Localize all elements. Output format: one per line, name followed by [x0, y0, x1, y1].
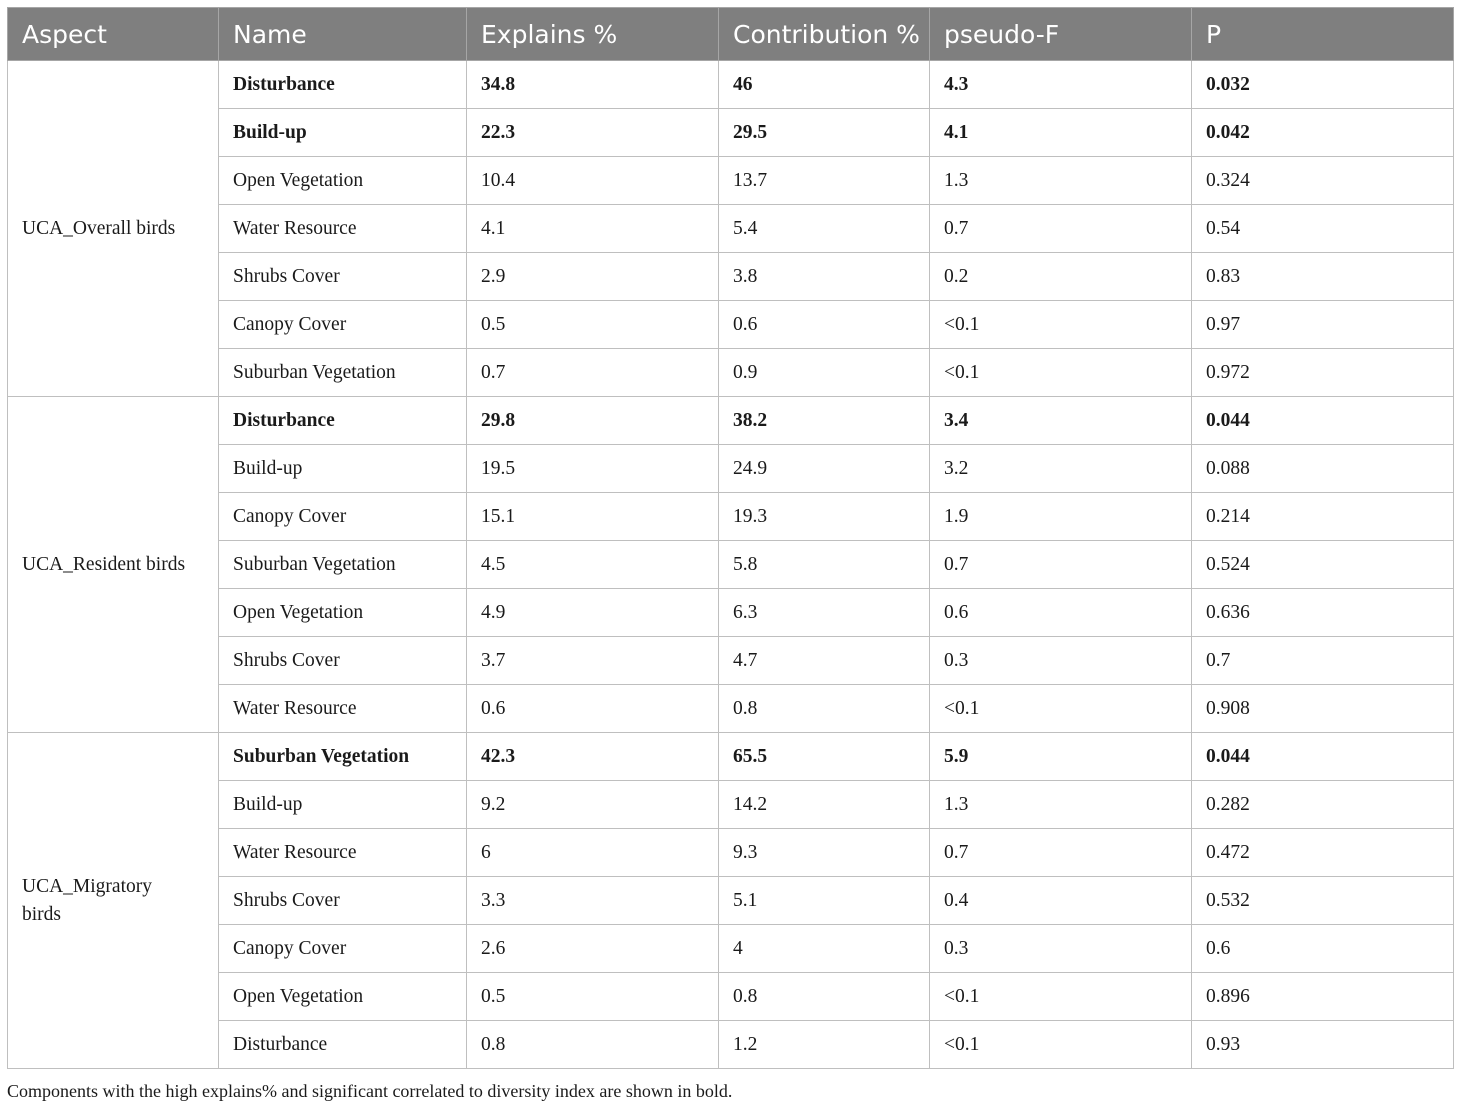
cell-pseudo-f: 5.9: [930, 733, 1192, 781]
cell-name: Build-up: [219, 781, 467, 829]
cell-explains: 6: [467, 829, 719, 877]
cell-aspect: UCA_Overall birds: [8, 61, 219, 397]
cell-p: 0.54: [1192, 205, 1454, 253]
cell-name: Shrubs Cover: [219, 637, 467, 685]
table-row: [8, 973, 1454, 1021]
header-explains: Explains %: [467, 8, 719, 61]
cell-p: 0.97: [1192, 301, 1454, 349]
cell-name: Disturbance: [219, 1021, 467, 1069]
cell-contribution: 13.7: [719, 157, 930, 205]
cell-pseudo-f: 4.1: [930, 109, 1192, 157]
cell-pseudo-f: 0.3: [930, 925, 1192, 973]
header-row: [8, 8, 1454, 61]
results-table: [7, 7, 1454, 1069]
table-row: [8, 637, 1454, 685]
cell-explains: 3.7: [467, 637, 719, 685]
table-row: [8, 397, 1454, 445]
table-row: [8, 205, 1454, 253]
cell-pseudo-f: 0.2: [930, 253, 1192, 301]
table-row: [8, 349, 1454, 397]
cell-contribution: 5.8: [719, 541, 930, 589]
cell-contribution: 29.5: [719, 109, 930, 157]
cell-explains: 29.8: [467, 397, 719, 445]
cell-name: Suburban Vegetation: [219, 349, 467, 397]
cell-explains: 4.9: [467, 589, 719, 637]
header-p: P: [1192, 8, 1454, 61]
cell-name: Open Vegetation: [219, 973, 467, 1021]
cell-pseudo-f: 0.4: [930, 877, 1192, 925]
cell-explains: 42.3: [467, 733, 719, 781]
table-row: [8, 589, 1454, 637]
cell-p: 0.972: [1192, 349, 1454, 397]
table-row: [8, 61, 1454, 109]
cell-explains: 4.1: [467, 205, 719, 253]
cell-contribution: 24.9: [719, 445, 930, 493]
header-pseudo-f: pseudo-F: [930, 8, 1192, 61]
cell-p: 0.088: [1192, 445, 1454, 493]
cell-name: Canopy Cover: [219, 925, 467, 973]
cell-explains: 0.5: [467, 301, 719, 349]
cell-contribution: 0.9: [719, 349, 930, 397]
cell-contribution: 14.2: [719, 781, 930, 829]
cell-explains: 15.1: [467, 493, 719, 541]
cell-name: Suburban Vegetation: [219, 541, 467, 589]
cell-pseudo-f: 3.2: [930, 445, 1192, 493]
cell-p: 0.6: [1192, 925, 1454, 973]
cell-pseudo-f: 0.3: [930, 637, 1192, 685]
table-row: [8, 253, 1454, 301]
table-row: [8, 1021, 1454, 1069]
cell-pseudo-f: 1.9: [930, 493, 1192, 541]
cell-pseudo-f: 1.3: [930, 157, 1192, 205]
cell-p: 0.044: [1192, 733, 1454, 781]
table-footnote: Components with the high explains% and significant correlated to diversity index are shown in bold.: [7, 1081, 733, 1101]
cell-contribution: 4.7: [719, 637, 930, 685]
cell-contribution: 0.8: [719, 973, 930, 1021]
table-row: [8, 541, 1454, 589]
cell-explains: 9.2: [467, 781, 719, 829]
table-row: [8, 301, 1454, 349]
cell-name: Shrubs Cover: [219, 877, 467, 925]
cell-explains: 4.5: [467, 541, 719, 589]
cell-explains: 3.3: [467, 877, 719, 925]
cell-name: Build-up: [219, 109, 467, 157]
cell-pseudo-f: 0.7: [930, 541, 1192, 589]
cell-contribution: 3.8: [719, 253, 930, 301]
cell-p: 0.93: [1192, 1021, 1454, 1069]
cell-p: 0.282: [1192, 781, 1454, 829]
cell-explains: 19.5: [467, 445, 719, 493]
cell-name: Build-up: [219, 445, 467, 493]
cell-aspect: UCA_Resident birds: [8, 397, 219, 733]
cell-pseudo-f: 0.7: [930, 205, 1192, 253]
cell-pseudo-f: 4.3: [930, 61, 1192, 109]
table-row: [8, 781, 1454, 829]
cell-name: Water Resource: [219, 829, 467, 877]
cell-name: Water Resource: [219, 685, 467, 733]
cell-explains: 2.9: [467, 253, 719, 301]
cell-p: 0.83: [1192, 253, 1454, 301]
cell-contribution: 0.8: [719, 685, 930, 733]
cell-pseudo-f: <0.1: [930, 349, 1192, 397]
cell-contribution: 4: [719, 925, 930, 973]
cell-explains: 0.7: [467, 349, 719, 397]
cell-p: 0.524: [1192, 541, 1454, 589]
header-aspect: Aspect: [8, 8, 219, 61]
table-body: [8, 61, 1454, 1069]
cell-pseudo-f: 3.4: [930, 397, 1192, 445]
cell-name: Disturbance: [219, 61, 467, 109]
cell-name: Shrubs Cover: [219, 253, 467, 301]
cell-pseudo-f: <0.1: [930, 301, 1192, 349]
cell-name: Disturbance: [219, 397, 467, 445]
table-row: [8, 829, 1454, 877]
cell-p: 0.908: [1192, 685, 1454, 733]
cell-name: Suburban Vegetation: [219, 733, 467, 781]
cell-explains: 0.8: [467, 1021, 719, 1069]
cell-pseudo-f: 0.7: [930, 829, 1192, 877]
cell-explains: 34.8: [467, 61, 719, 109]
table-row: [8, 493, 1454, 541]
cell-contribution: 0.6: [719, 301, 930, 349]
cell-p: 0.532: [1192, 877, 1454, 925]
cell-p: 0.7: [1192, 637, 1454, 685]
header-name: Name: [219, 8, 467, 61]
cell-contribution: 46: [719, 61, 930, 109]
cell-p: 0.042: [1192, 109, 1454, 157]
cell-pseudo-f: 1.3: [930, 781, 1192, 829]
table-row: [8, 685, 1454, 733]
cell-name: Water Resource: [219, 205, 467, 253]
cell-p: 0.636: [1192, 589, 1454, 637]
cell-contribution: 5.1: [719, 877, 930, 925]
cell-p: 0.896: [1192, 973, 1454, 1021]
cell-contribution: 5.4: [719, 205, 930, 253]
cell-explains: 22.3: [467, 109, 719, 157]
table-row: [8, 109, 1454, 157]
cell-p: 0.032: [1192, 61, 1454, 109]
table-row: [8, 877, 1454, 925]
cell-contribution: 38.2: [719, 397, 930, 445]
cell-name: Open Vegetation: [219, 157, 467, 205]
cell-pseudo-f: <0.1: [930, 685, 1192, 733]
cell-explains: 0.5: [467, 973, 719, 1021]
cell-pseudo-f: <0.1: [930, 1021, 1192, 1069]
cell-p: 0.324: [1192, 157, 1454, 205]
cell-name: Canopy Cover: [219, 493, 467, 541]
table-row: [8, 925, 1454, 973]
cell-p: 0.214: [1192, 493, 1454, 541]
cell-p: 0.472: [1192, 829, 1454, 877]
cell-p: 0.044: [1192, 397, 1454, 445]
header-contribution: Contribution %: [719, 8, 930, 61]
cell-pseudo-f: 0.6: [930, 589, 1192, 637]
cell-contribution: 65.5: [719, 733, 930, 781]
cell-aspect: UCA_Migratory birds: [8, 733, 219, 1069]
cell-name: Open Vegetation: [219, 589, 467, 637]
cell-contribution: 6.3: [719, 589, 930, 637]
table-row: [8, 157, 1454, 205]
cell-contribution: 1.2: [719, 1021, 930, 1069]
cell-explains: 2.6: [467, 925, 719, 973]
cell-contribution: 19.3: [719, 493, 930, 541]
table-row: [8, 445, 1454, 493]
cell-contribution: 9.3: [719, 829, 930, 877]
cell-pseudo-f: <0.1: [930, 973, 1192, 1021]
cell-explains: 10.4: [467, 157, 719, 205]
cell-name: Canopy Cover: [219, 301, 467, 349]
cell-explains: 0.6: [467, 685, 719, 733]
table-row: [8, 733, 1454, 781]
